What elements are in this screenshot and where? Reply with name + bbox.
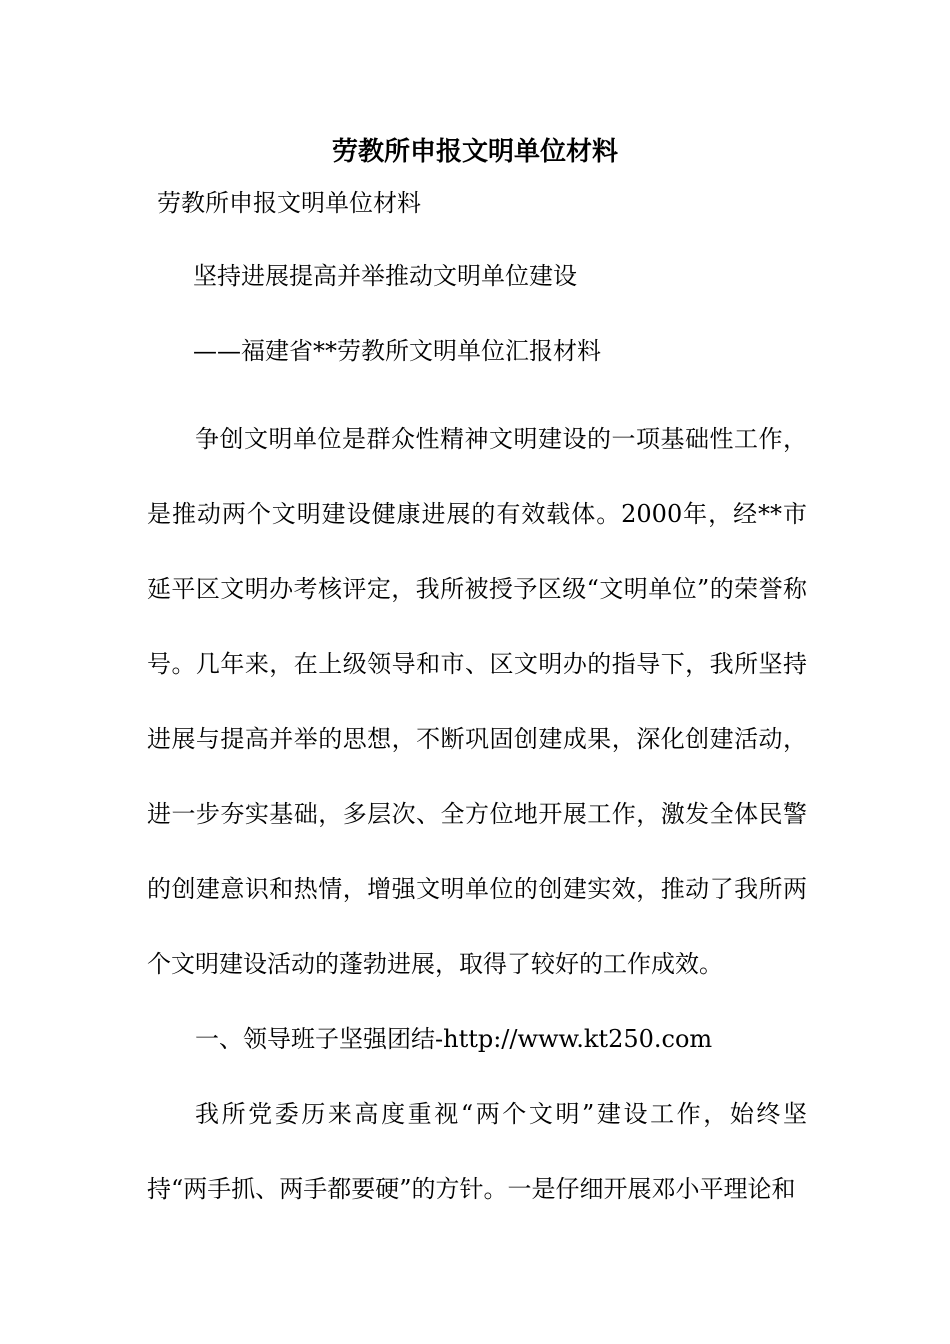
document-subtitle: 劳教所申报文明单位材料 <box>157 189 421 217</box>
paragraph: 我所党委历来高度重视“两个文明”建设工作，始终坚持“两手抓、两手都要硬”的方针。一是仔细开展邓小平理论和 <box>147 1100 807 1203</box>
source-line: ——福建省**劳教所文明单位汇报材料 <box>193 337 601 365</box>
section-heading-leadership: 一、领导班子坚强团结-http://www.kt250.com <box>195 1025 713 1053</box>
paragraph: 争创文明单位是群众性精神文明建设的一项基础性工作，是推动两个文明建设健康进展的有效载体。2000年，经**市延平区文明办考核评定，我所被授予区级“文明单位”的荣誉称号。几年来，在上级领导和市、区文明办的指导下，我所坚持进展与提高并举的思想，不断巩固创建成果，深化创建活动，进一步夯实基础，多层次、全方位地开展工作，激发全体民警的创建意识和热情，增强文明单位的创建实效，推动了我所两个文明建设活动的蓬勃进展，取得了较好的工作成效。 <box>147 425 807 978</box>
body-text <box>147 402 807 1227</box>
document-title: 劳教所申报文明单位材料 <box>331 137 618 167</box>
section-heading: 坚持进展提高并举推动文明单位建设 <box>193 262 577 290</box>
